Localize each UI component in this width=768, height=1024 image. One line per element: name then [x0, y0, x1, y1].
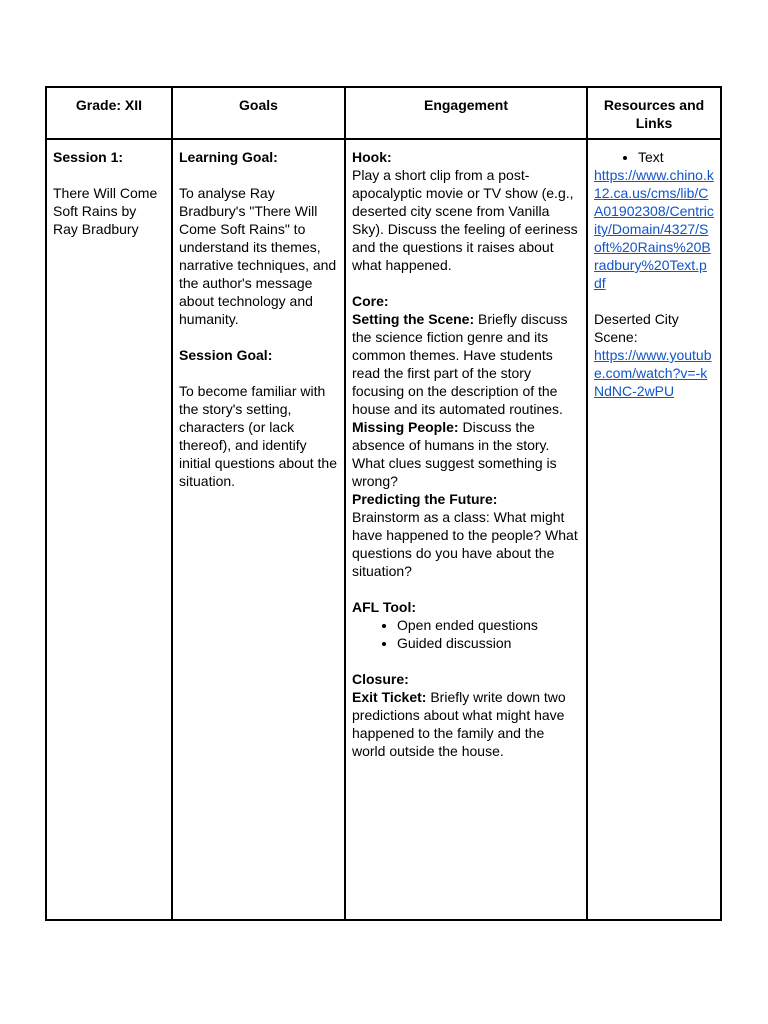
afl-tool-list [352, 616, 580, 652]
missing-people-label: Missing People: [352, 419, 459, 435]
goals-header: Goals [172, 87, 345, 139]
setting-the-scene-text: Briefly discuss the science fiction genre and its common themes. Have students read the first part of the story focusing on the description of the house and its automated routines. [352, 311, 568, 417]
deserted-city-video-link[interactable]: https://www.youtube.com/watch?v=-kNdNC-2wPU [594, 347, 712, 399]
deserted-city-label: Deserted City Scene: [594, 311, 679, 345]
hook-text: Play a short clip from a post-apocalyptic movie or TV show (e.g., deserted city scene from Vanilla Sky). Discuss the feeling of eeriness and the questions it raises about what happened. [352, 167, 578, 273]
goals-cell [172, 139, 345, 920]
missing-people-text: Discuss the absence of humans in the story. What clues suggest something is wrong? [352, 419, 557, 489]
core-label: Core: [352, 293, 389, 309]
session-row [46, 139, 721, 920]
afl-tool-label: AFL Tool: [352, 599, 417, 615]
hook-label: Hook: [352, 149, 392, 165]
closure-label: Closure: [352, 671, 409, 687]
learning-goal-text: To analyse Ray Bradbury's "There Will Come Soft Rains" to understand its themes, narrative techniques, and the author's message about technology and humanity. [179, 185, 337, 327]
resources-header: Resources and Links [587, 87, 721, 139]
session-title: Session 1: [53, 149, 124, 165]
exit-ticket-label: Exit Ticket: [352, 689, 427, 705]
session-goal-text: To become familiar with the story's setting, characters (or lack thereof), and identify initial questions about the situation. [179, 383, 337, 489]
story-text-link[interactable]: https://www.chino.k12.ca.us/cms/lib/CA01902308/Centricity/Domain/4327/Soft%20Rains%20Bradbury%20Text.pdf [594, 167, 714, 291]
list-item: • Guided discussion [397, 634, 580, 652]
exit-ticket-text: Briefly write down two predictions about what might have happened to the family and the world outside the house. [352, 689, 566, 759]
learning-goal-label: Learning Goal: [179, 149, 278, 165]
setting-the-scene [352, 310, 580, 418]
missing-people [352, 418, 580, 490]
list-item: • Text [638, 148, 714, 166]
exit-ticket [352, 688, 580, 760]
engagement-cell [345, 139, 587, 920]
predicting-future-text: Brainstorm as a class: What might have happened to the people? What questions do you have about the situation? [352, 509, 578, 579]
engagement-header: Engagement [345, 87, 587, 139]
list-item: • Open ended questions [397, 616, 580, 634]
resources-list [594, 148, 714, 166]
setting-the-scene-label: Setting the Scene: [352, 311, 475, 327]
resources-cell [587, 139, 721, 920]
session-cell [46, 139, 172, 920]
grade-header: Grade: XII [46, 87, 172, 139]
predicting-future-label: Predicting the Future: [352, 491, 498, 507]
header-row [46, 87, 721, 139]
session-story: There Will Come Soft Rains by Ray Bradbury [53, 185, 158, 237]
session-goal-label: Session Goal: [179, 347, 273, 363]
lesson-plan-table [45, 86, 722, 921]
